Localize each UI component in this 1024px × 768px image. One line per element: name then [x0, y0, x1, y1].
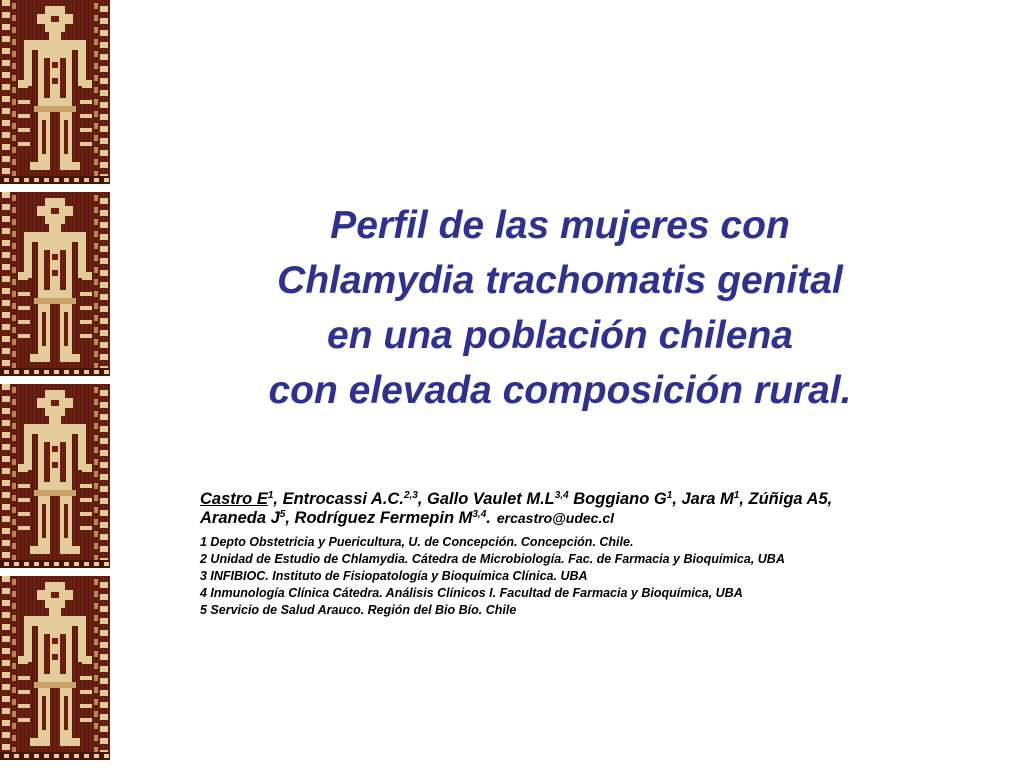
author-name: .	[486, 509, 491, 527]
affiliation-superscript: 5	[279, 509, 286, 520]
author-name: , Entrocassi A.C.	[273, 490, 404, 508]
affiliation-item: 5 Servicio de Salud Arauco. Región del Bio Bío. Chile	[200, 603, 517, 617]
author-name: , Jara M	[672, 490, 734, 508]
title-line: Perfil de las mujeres con	[330, 204, 790, 247]
title-line: en una población chilena	[327, 314, 793, 357]
affiliation-superscript: 1	[666, 490, 673, 501]
affiliation-list	[200, 534, 1000, 619]
affiliation-item: 3 INFIBIOC. Instituto de Fisiopatología y Bioquímica Clínica. UBA	[200, 569, 588, 583]
affiliation-item: 1 Depto Obstetricia y Puericultura, U. de Concepción. Concepción. Chile.	[200, 535, 634, 549]
affiliation-superscript: 1	[267, 490, 274, 501]
andean-textile-figure-icon	[0, 576, 110, 760]
title-line: Chlamydia trachomatis genital	[277, 259, 843, 302]
affiliation-superscript: 2,3	[403, 490, 418, 501]
affiliation-superscript: 1	[733, 490, 740, 501]
author-name: Boggiano G	[568, 490, 667, 508]
affiliation-item: 2 Unidad de Estudio de Chlamydia. Cátedra de Microbiología. Fac. de Farmacia y Bioquímica, UBA	[200, 552, 785, 566]
author-list	[200, 490, 1000, 528]
affiliation-superscript: 3,4	[472, 509, 487, 520]
affiliation-superscript: 3,4	[554, 490, 569, 501]
author-name: , Zúñiga A5,	[739, 490, 833, 508]
andean-textile-figure-icon	[0, 384, 110, 568]
affiliation-item: 4 Inmunología Clínica Cátedra. Análisis Clínicos I. Facultad de Farmacia y Bioquímica, UBA	[200, 586, 743, 600]
andean-textile-figure-icon	[0, 192, 110, 376]
slide-title	[170, 198, 950, 418]
author-name: , Rodríguez Fermepin M	[285, 509, 473, 527]
author-line	[200, 490, 1000, 509]
author-email: ercastro@udec.cl	[496, 510, 615, 526]
author-name: Araneda J	[200, 509, 280, 527]
textile-decoration-strip	[0, 0, 110, 768]
title-line: con elevada composición rural.	[268, 369, 852, 412]
author-name: Castro E	[200, 490, 268, 508]
andean-textile-figure-icon	[0, 0, 110, 184]
author-name: , Gallo Vaulet M.L	[417, 490, 555, 508]
author-line	[200, 509, 1000, 528]
